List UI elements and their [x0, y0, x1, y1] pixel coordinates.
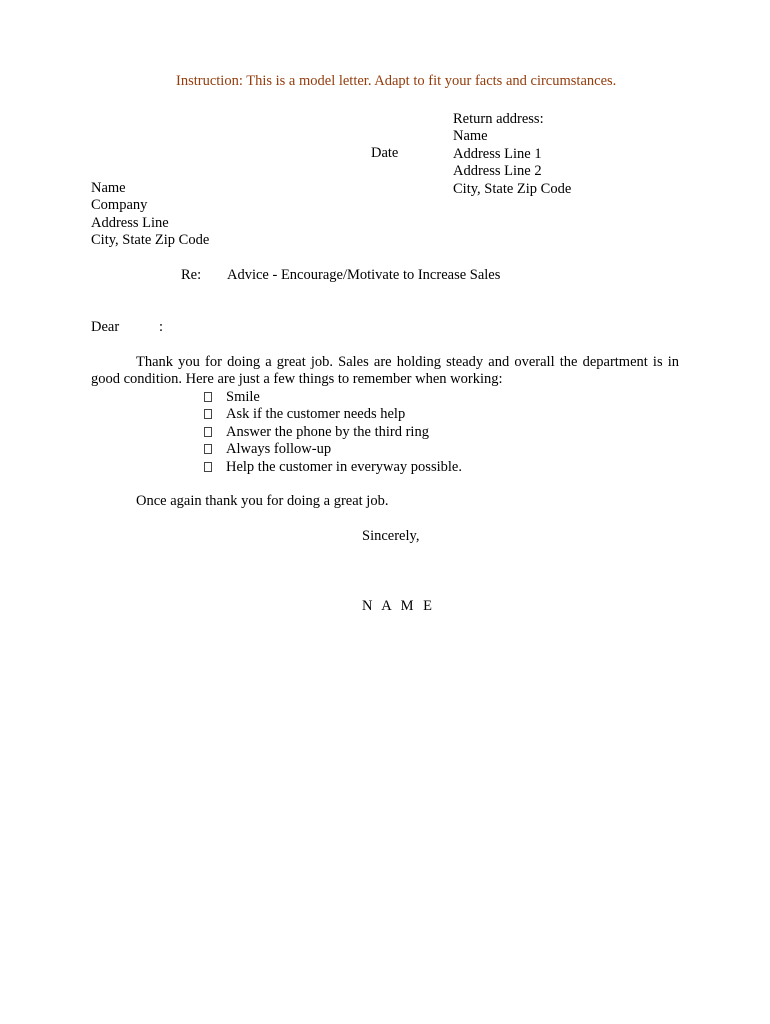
- instruction-note: Instruction: This is a model letter. Adapt to fit your facts and circumstances.: [176, 73, 617, 89]
- body-paragraph-2: Once again thank you for doing a great job.: [136, 493, 389, 509]
- list-item: Always follow-up: [200, 441, 462, 458]
- recipient-address: Address Line: [91, 214, 169, 231]
- recipient-address-block: [91, 180, 209, 250]
- list-item: Smile: [200, 389, 462, 406]
- body-paragraph-1: Thank you for doing a great job. Sales are holding steady and overall the department is in good condition. Here are just a few things to remember when working:: [91, 354, 679, 388]
- signature-name: N A M E: [362, 598, 435, 614]
- bullet-box-icon: [204, 409, 212, 419]
- recipient-name: Name: [91, 180, 126, 196]
- bullet-box-icon: [204, 462, 212, 472]
- salutation-colon: :: [159, 319, 164, 335]
- bullet-box-icon: [204, 427, 212, 437]
- recipient-company: Company: [91, 197, 148, 214]
- subject-text: Advice - Encourage/Motivate to Increase Sales: [227, 267, 501, 283]
- bullet-box-icon: [204, 444, 212, 454]
- return-address-line2: Address Line 2: [453, 163, 542, 180]
- bullet-box-icon: [204, 392, 212, 402]
- return-address-heading: Return address:: [453, 111, 544, 127]
- salutation-greeting: Dear: [91, 319, 120, 335]
- recipient-city-state-zip: City, State Zip Code: [91, 232, 210, 249]
- closing-text: Sincerely,: [362, 528, 420, 544]
- return-address-name: Name: [453, 128, 488, 145]
- subject-label: Re:: [181, 267, 202, 283]
- list-item: Help the customer in everyway possible.: [200, 459, 462, 476]
- list-item: Answer the phone by the third ring: [200, 424, 462, 441]
- return-address-block: [453, 111, 571, 198]
- return-address-line1: Address Line 1: [453, 145, 542, 162]
- letter-date: Date: [371, 145, 399, 161]
- return-address-city-state-zip: City, State Zip Code: [453, 180, 572, 197]
- reminder-list: [200, 389, 462, 476]
- list-item: Ask if the customer needs help: [200, 406, 462, 423]
